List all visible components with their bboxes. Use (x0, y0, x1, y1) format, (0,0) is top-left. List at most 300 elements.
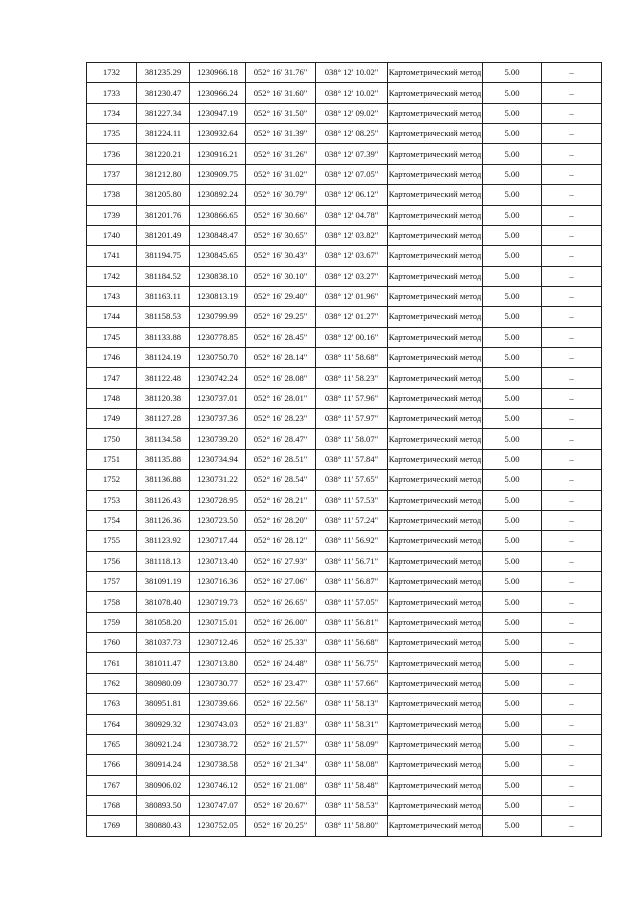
y-coordinate-cell: 1230966.24 (190, 83, 246, 103)
x-coordinate-cell: 381126.36 (137, 510, 190, 530)
latitude-cell: 052° 16' 21.34" (246, 755, 316, 775)
accuracy-cell: 5.00 (483, 83, 542, 103)
point-number-cell: 1757 (87, 571, 137, 591)
accuracy-cell: 5.00 (483, 409, 542, 429)
accuracy-cell: 5.00 (483, 470, 542, 490)
x-coordinate-cell: 381134.58 (137, 429, 190, 449)
note-cell: – (542, 124, 602, 144)
point-number-cell: 1765 (87, 734, 137, 754)
x-coordinate-cell: 381126.43 (137, 490, 190, 510)
table-row (87, 775, 602, 795)
coordinates-table (86, 62, 602, 837)
longitude-cell: 038° 11' 57.65" (316, 470, 388, 490)
table-row (87, 449, 602, 469)
method-cell: Картометрический метод (388, 775, 483, 795)
latitude-cell: 052° 16' 28.21" (246, 490, 316, 510)
latitude-cell: 052° 16' 28.08" (246, 368, 316, 388)
y-coordinate-cell: 1230746.12 (190, 775, 246, 795)
x-coordinate-cell: 380914.24 (137, 755, 190, 775)
note-cell: – (542, 388, 602, 408)
x-coordinate-cell: 381124.19 (137, 348, 190, 368)
longitude-cell: 038° 12' 07.05" (316, 164, 388, 184)
accuracy-cell: 5.00 (483, 205, 542, 225)
point-number-cell: 1737 (87, 164, 137, 184)
y-coordinate-cell: 1230717.44 (190, 531, 246, 551)
method-cell: Картометрический метод (388, 816, 483, 836)
y-coordinate-cell: 1230738.72 (190, 734, 246, 754)
point-number-cell: 1761 (87, 653, 137, 673)
latitude-cell: 052° 16' 31.76" (246, 63, 316, 83)
note-cell: – (542, 510, 602, 530)
table-row (87, 653, 602, 673)
latitude-cell: 052° 16' 28.45" (246, 327, 316, 347)
point-number-cell: 1738 (87, 185, 137, 205)
method-cell: Картометрический метод (388, 490, 483, 510)
table-row (87, 83, 602, 103)
longitude-cell: 038° 12' 04.78" (316, 205, 388, 225)
latitude-cell: 052° 16' 30.66" (246, 205, 316, 225)
longitude-cell: 038° 12' 01.96" (316, 286, 388, 306)
method-cell: Картометрический метод (388, 307, 483, 327)
accuracy-cell: 5.00 (483, 368, 542, 388)
method-cell: Картометрический метод (388, 164, 483, 184)
note-cell: – (542, 144, 602, 164)
method-cell: Картометрический метод (388, 470, 483, 490)
x-coordinate-cell: 381163.11 (137, 286, 190, 306)
point-number-cell: 1745 (87, 327, 137, 347)
note-cell: – (542, 449, 602, 469)
y-coordinate-cell: 1230737.01 (190, 388, 246, 408)
point-number-cell: 1751 (87, 449, 137, 469)
latitude-cell: 052° 16' 30.10" (246, 266, 316, 286)
table-row (87, 816, 602, 836)
y-coordinate-cell: 1230713.40 (190, 551, 246, 571)
method-cell: Картометрический метод (388, 551, 483, 571)
longitude-cell: 038° 11' 58.80" (316, 816, 388, 836)
table-row (87, 185, 602, 205)
table-row (87, 286, 602, 306)
point-number-cell: 1742 (87, 266, 137, 286)
accuracy-cell: 5.00 (483, 755, 542, 775)
note-cell: – (542, 816, 602, 836)
latitude-cell: 052° 16' 26.65" (246, 592, 316, 612)
latitude-cell: 052° 16' 22.56" (246, 694, 316, 714)
point-number-cell: 1755 (87, 531, 137, 551)
y-coordinate-cell: 1230799.99 (190, 307, 246, 327)
longitude-cell: 038° 12' 03.27" (316, 266, 388, 286)
table-row (87, 571, 602, 591)
point-number-cell: 1746 (87, 348, 137, 368)
table-body (87, 63, 602, 837)
note-cell: – (542, 470, 602, 490)
note-cell: – (542, 694, 602, 714)
note-cell: – (542, 327, 602, 347)
point-number-cell: 1748 (87, 388, 137, 408)
latitude-cell: 052° 16' 28.54" (246, 470, 316, 490)
latitude-cell: 052° 16' 30.43" (246, 246, 316, 266)
method-cell: Картометрический метод (388, 429, 483, 449)
longitude-cell: 038° 11' 57.53" (316, 490, 388, 510)
y-coordinate-cell: 1230750.70 (190, 348, 246, 368)
table-row (87, 612, 602, 632)
table-row (87, 124, 602, 144)
table-row (87, 409, 602, 429)
note-cell: – (542, 185, 602, 205)
x-coordinate-cell: 381158.53 (137, 307, 190, 327)
y-coordinate-cell: 1230932.64 (190, 124, 246, 144)
point-number-cell: 1743 (87, 286, 137, 306)
y-coordinate-cell: 1230719.73 (190, 592, 246, 612)
point-number-cell: 1760 (87, 633, 137, 653)
x-coordinate-cell: 381127.28 (137, 409, 190, 429)
latitude-cell: 052° 16' 21.57" (246, 734, 316, 754)
table-row (87, 266, 602, 286)
longitude-cell: 038° 11' 58.53" (316, 795, 388, 815)
point-number-cell: 1763 (87, 694, 137, 714)
note-cell: – (542, 103, 602, 123)
note-cell: – (542, 409, 602, 429)
table-row (87, 551, 602, 571)
y-coordinate-cell: 1230716.36 (190, 571, 246, 591)
table-row (87, 755, 602, 775)
note-cell: – (542, 592, 602, 612)
y-coordinate-cell: 1230909.75 (190, 164, 246, 184)
latitude-cell: 052° 16' 20.25" (246, 816, 316, 836)
y-coordinate-cell: 1230752.05 (190, 816, 246, 836)
y-coordinate-cell: 1230892.24 (190, 185, 246, 205)
table-row (87, 368, 602, 388)
note-cell: – (542, 714, 602, 734)
x-coordinate-cell: 380906.02 (137, 775, 190, 795)
y-coordinate-cell: 1230737.36 (190, 409, 246, 429)
longitude-cell: 038° 12' 10.02" (316, 83, 388, 103)
point-number-cell: 1766 (87, 755, 137, 775)
method-cell: Картометрический метод (388, 673, 483, 693)
method-cell: Картометрический метод (388, 63, 483, 83)
note-cell: – (542, 286, 602, 306)
table-row (87, 429, 602, 449)
method-cell: Картометрический метод (388, 612, 483, 632)
latitude-cell: 052° 16' 23.47" (246, 673, 316, 693)
note-cell: – (542, 225, 602, 245)
point-number-cell: 1736 (87, 144, 137, 164)
x-coordinate-cell: 381235.29 (137, 63, 190, 83)
method-cell: Картометрический метод (388, 531, 483, 551)
note-cell: – (542, 307, 602, 327)
accuracy-cell: 5.00 (483, 795, 542, 815)
point-number-cell: 1752 (87, 470, 137, 490)
x-coordinate-cell: 381133.88 (137, 327, 190, 347)
y-coordinate-cell: 1230747.07 (190, 795, 246, 815)
accuracy-cell: 5.00 (483, 286, 542, 306)
longitude-cell: 038° 11' 56.75" (316, 653, 388, 673)
point-number-cell: 1762 (87, 673, 137, 693)
table-row (87, 103, 602, 123)
x-coordinate-cell: 381230.47 (137, 83, 190, 103)
accuracy-cell: 5.00 (483, 164, 542, 184)
longitude-cell: 038° 11' 58.48" (316, 775, 388, 795)
table-row (87, 592, 602, 612)
longitude-cell: 038° 11' 56.92" (316, 531, 388, 551)
latitude-cell: 052° 16' 31.39" (246, 124, 316, 144)
accuracy-cell: 5.00 (483, 63, 542, 83)
point-number-cell: 1747 (87, 368, 137, 388)
accuracy-cell: 5.00 (483, 531, 542, 551)
point-number-cell: 1732 (87, 63, 137, 83)
y-coordinate-cell: 1230838.10 (190, 266, 246, 286)
table-row (87, 714, 602, 734)
longitude-cell: 038° 11' 58.31" (316, 714, 388, 734)
x-coordinate-cell: 381220.21 (137, 144, 190, 164)
latitude-cell: 052° 16' 28.20" (246, 510, 316, 530)
table-row (87, 694, 602, 714)
point-number-cell: 1769 (87, 816, 137, 836)
accuracy-cell: 5.00 (483, 653, 542, 673)
accuracy-cell: 5.00 (483, 551, 542, 571)
note-cell: – (542, 551, 602, 571)
x-coordinate-cell: 381122.48 (137, 368, 190, 388)
method-cell: Картометрический метод (388, 449, 483, 469)
latitude-cell: 052° 16' 27.93" (246, 551, 316, 571)
method-cell: Картометрический метод (388, 714, 483, 734)
latitude-cell: 052° 16' 24.48" (246, 653, 316, 673)
accuracy-cell: 5.00 (483, 185, 542, 205)
point-number-cell: 1753 (87, 490, 137, 510)
note-cell: – (542, 246, 602, 266)
longitude-cell: 038° 12' 00.16" (316, 327, 388, 347)
method-cell: Картометрический метод (388, 348, 483, 368)
method-cell: Картометрический метод (388, 633, 483, 653)
accuracy-cell: 5.00 (483, 103, 542, 123)
longitude-cell: 038° 11' 56.68" (316, 633, 388, 653)
note-cell: – (542, 490, 602, 510)
method-cell: Картометрический метод (388, 286, 483, 306)
y-coordinate-cell: 1230739.20 (190, 429, 246, 449)
longitude-cell: 038° 11' 58.07" (316, 429, 388, 449)
longitude-cell: 038° 11' 58.09" (316, 734, 388, 754)
y-coordinate-cell: 1230743.03 (190, 714, 246, 734)
accuracy-cell: 5.00 (483, 144, 542, 164)
method-cell: Картометрический метод (388, 795, 483, 815)
y-coordinate-cell: 1230739.66 (190, 694, 246, 714)
note-cell: – (542, 164, 602, 184)
x-coordinate-cell: 381058.20 (137, 612, 190, 632)
latitude-cell: 052° 16' 21.83" (246, 714, 316, 734)
method-cell: Картометрический метод (388, 124, 483, 144)
note-cell: – (542, 755, 602, 775)
accuracy-cell: 5.00 (483, 124, 542, 144)
y-coordinate-cell: 1230715.01 (190, 612, 246, 632)
latitude-cell: 052° 16' 30.79" (246, 185, 316, 205)
longitude-cell: 038° 12' 09.02" (316, 103, 388, 123)
point-number-cell: 1739 (87, 205, 137, 225)
longitude-cell: 038° 11' 56.71" (316, 551, 388, 571)
note-cell: – (542, 775, 602, 795)
table-row (87, 225, 602, 245)
y-coordinate-cell: 1230845.65 (190, 246, 246, 266)
accuracy-cell: 5.00 (483, 571, 542, 591)
accuracy-cell: 5.00 (483, 694, 542, 714)
accuracy-cell: 5.00 (483, 429, 542, 449)
accuracy-cell: 5.00 (483, 246, 542, 266)
method-cell: Картометрический метод (388, 327, 483, 347)
table-row (87, 246, 602, 266)
longitude-cell: 038° 12' 07.39" (316, 144, 388, 164)
table-row (87, 510, 602, 530)
y-coordinate-cell: 1230742.24 (190, 368, 246, 388)
x-coordinate-cell: 381123.92 (137, 531, 190, 551)
accuracy-cell: 5.00 (483, 592, 542, 612)
method-cell: Картометрический метод (388, 592, 483, 612)
longitude-cell: 038° 11' 57.96" (316, 388, 388, 408)
note-cell: – (542, 83, 602, 103)
accuracy-cell: 5.00 (483, 266, 542, 286)
note-cell: – (542, 429, 602, 449)
y-coordinate-cell: 1230712.46 (190, 633, 246, 653)
accuracy-cell: 5.00 (483, 388, 542, 408)
note-cell: – (542, 673, 602, 693)
table-row (87, 470, 602, 490)
table-row (87, 164, 602, 184)
x-coordinate-cell: 380880.43 (137, 816, 190, 836)
y-coordinate-cell: 1230728.95 (190, 490, 246, 510)
longitude-cell: 038° 11' 57.97" (316, 409, 388, 429)
x-coordinate-cell: 380921.24 (137, 734, 190, 754)
latitude-cell: 052° 16' 26.00" (246, 612, 316, 632)
note-cell: – (542, 795, 602, 815)
y-coordinate-cell: 1230966.18 (190, 63, 246, 83)
x-coordinate-cell: 381011.47 (137, 653, 190, 673)
note-cell: – (542, 633, 602, 653)
method-cell: Картометрический метод (388, 571, 483, 591)
method-cell: Картометрический метод (388, 83, 483, 103)
method-cell: Картометрический метод (388, 510, 483, 530)
point-number-cell: 1735 (87, 124, 137, 144)
accuracy-cell: 5.00 (483, 816, 542, 836)
accuracy-cell: 5.00 (483, 775, 542, 795)
latitude-cell: 052° 16' 30.65" (246, 225, 316, 245)
accuracy-cell: 5.00 (483, 714, 542, 734)
point-number-cell: 1734 (87, 103, 137, 123)
note-cell: – (542, 531, 602, 551)
method-cell: Картометрический метод (388, 409, 483, 429)
longitude-cell: 038° 12' 03.82" (316, 225, 388, 245)
point-number-cell: 1744 (87, 307, 137, 327)
x-coordinate-cell: 381224.11 (137, 124, 190, 144)
table-row (87, 633, 602, 653)
longitude-cell: 038° 12' 06.12" (316, 185, 388, 205)
point-number-cell: 1764 (87, 714, 137, 734)
longitude-cell: 038° 11' 56.81" (316, 612, 388, 632)
x-coordinate-cell: 381194.75 (137, 246, 190, 266)
point-number-cell: 1749 (87, 409, 137, 429)
table-row (87, 144, 602, 164)
longitude-cell: 038° 11' 57.84" (316, 449, 388, 469)
note-cell: – (542, 612, 602, 632)
y-coordinate-cell: 1230713.80 (190, 653, 246, 673)
latitude-cell: 052° 16' 28.47" (246, 429, 316, 449)
x-coordinate-cell: 380893.50 (137, 795, 190, 815)
point-number-cell: 1756 (87, 551, 137, 571)
note-cell: – (542, 348, 602, 368)
latitude-cell: 052° 16' 28.12" (246, 531, 316, 551)
y-coordinate-cell: 1230916.21 (190, 144, 246, 164)
accuracy-cell: 5.00 (483, 734, 542, 754)
x-coordinate-cell: 380929.32 (137, 714, 190, 734)
x-coordinate-cell: 380951.81 (137, 694, 190, 714)
x-coordinate-cell: 381118.13 (137, 551, 190, 571)
longitude-cell: 038° 11' 57.66" (316, 673, 388, 693)
y-coordinate-cell: 1230813.19 (190, 286, 246, 306)
accuracy-cell: 5.00 (483, 490, 542, 510)
x-coordinate-cell: 381078.40 (137, 592, 190, 612)
y-coordinate-cell: 1230738.58 (190, 755, 246, 775)
y-coordinate-cell: 1230947.19 (190, 103, 246, 123)
accuracy-cell: 5.00 (483, 348, 542, 368)
latitude-cell: 052° 16' 28.23" (246, 409, 316, 429)
method-cell: Картометрический метод (388, 246, 483, 266)
method-cell: Картометрический метод (388, 103, 483, 123)
note-cell: – (542, 653, 602, 673)
latitude-cell: 052° 16' 29.40" (246, 286, 316, 306)
y-coordinate-cell: 1230723.50 (190, 510, 246, 530)
accuracy-cell: 5.00 (483, 449, 542, 469)
longitude-cell: 038° 12' 10.02" (316, 63, 388, 83)
x-coordinate-cell: 381135.88 (137, 449, 190, 469)
accuracy-cell: 5.00 (483, 307, 542, 327)
x-coordinate-cell: 380980.09 (137, 673, 190, 693)
table-row (87, 63, 602, 83)
point-number-cell: 1767 (87, 775, 137, 795)
note-cell: – (542, 63, 602, 83)
method-cell: Картометрический метод (388, 266, 483, 286)
longitude-cell: 038° 11' 57.05" (316, 592, 388, 612)
accuracy-cell: 5.00 (483, 633, 542, 653)
table-row (87, 205, 602, 225)
latitude-cell: 052° 16' 28.14" (246, 348, 316, 368)
point-number-cell: 1750 (87, 429, 137, 449)
point-number-cell: 1733 (87, 83, 137, 103)
latitude-cell: 052° 16' 31.60" (246, 83, 316, 103)
method-cell: Картометрический метод (388, 755, 483, 775)
table-row (87, 531, 602, 551)
table-row (87, 490, 602, 510)
longitude-cell: 038° 11' 58.68" (316, 348, 388, 368)
note-cell: – (542, 205, 602, 225)
method-cell: Картометрический метод (388, 205, 483, 225)
x-coordinate-cell: 381201.76 (137, 205, 190, 225)
x-coordinate-cell: 381037.73 (137, 633, 190, 653)
note-cell: – (542, 368, 602, 388)
longitude-cell: 038° 12' 08.25" (316, 124, 388, 144)
longitude-cell: 038° 12' 03.67" (316, 246, 388, 266)
point-number-cell: 1741 (87, 246, 137, 266)
x-coordinate-cell: 381201.49 (137, 225, 190, 245)
point-number-cell: 1758 (87, 592, 137, 612)
method-cell: Картометрический метод (388, 388, 483, 408)
x-coordinate-cell: 381120.38 (137, 388, 190, 408)
method-cell: Картометрический метод (388, 734, 483, 754)
method-cell: Картометрический метод (388, 144, 483, 164)
latitude-cell: 052° 16' 25.33" (246, 633, 316, 653)
table-row (87, 388, 602, 408)
latitude-cell: 052° 16' 27.06" (246, 571, 316, 591)
x-coordinate-cell: 381091.19 (137, 571, 190, 591)
point-number-cell: 1768 (87, 795, 137, 815)
x-coordinate-cell: 381205.80 (137, 185, 190, 205)
latitude-cell: 052° 16' 29.25" (246, 307, 316, 327)
note-cell: – (542, 734, 602, 754)
